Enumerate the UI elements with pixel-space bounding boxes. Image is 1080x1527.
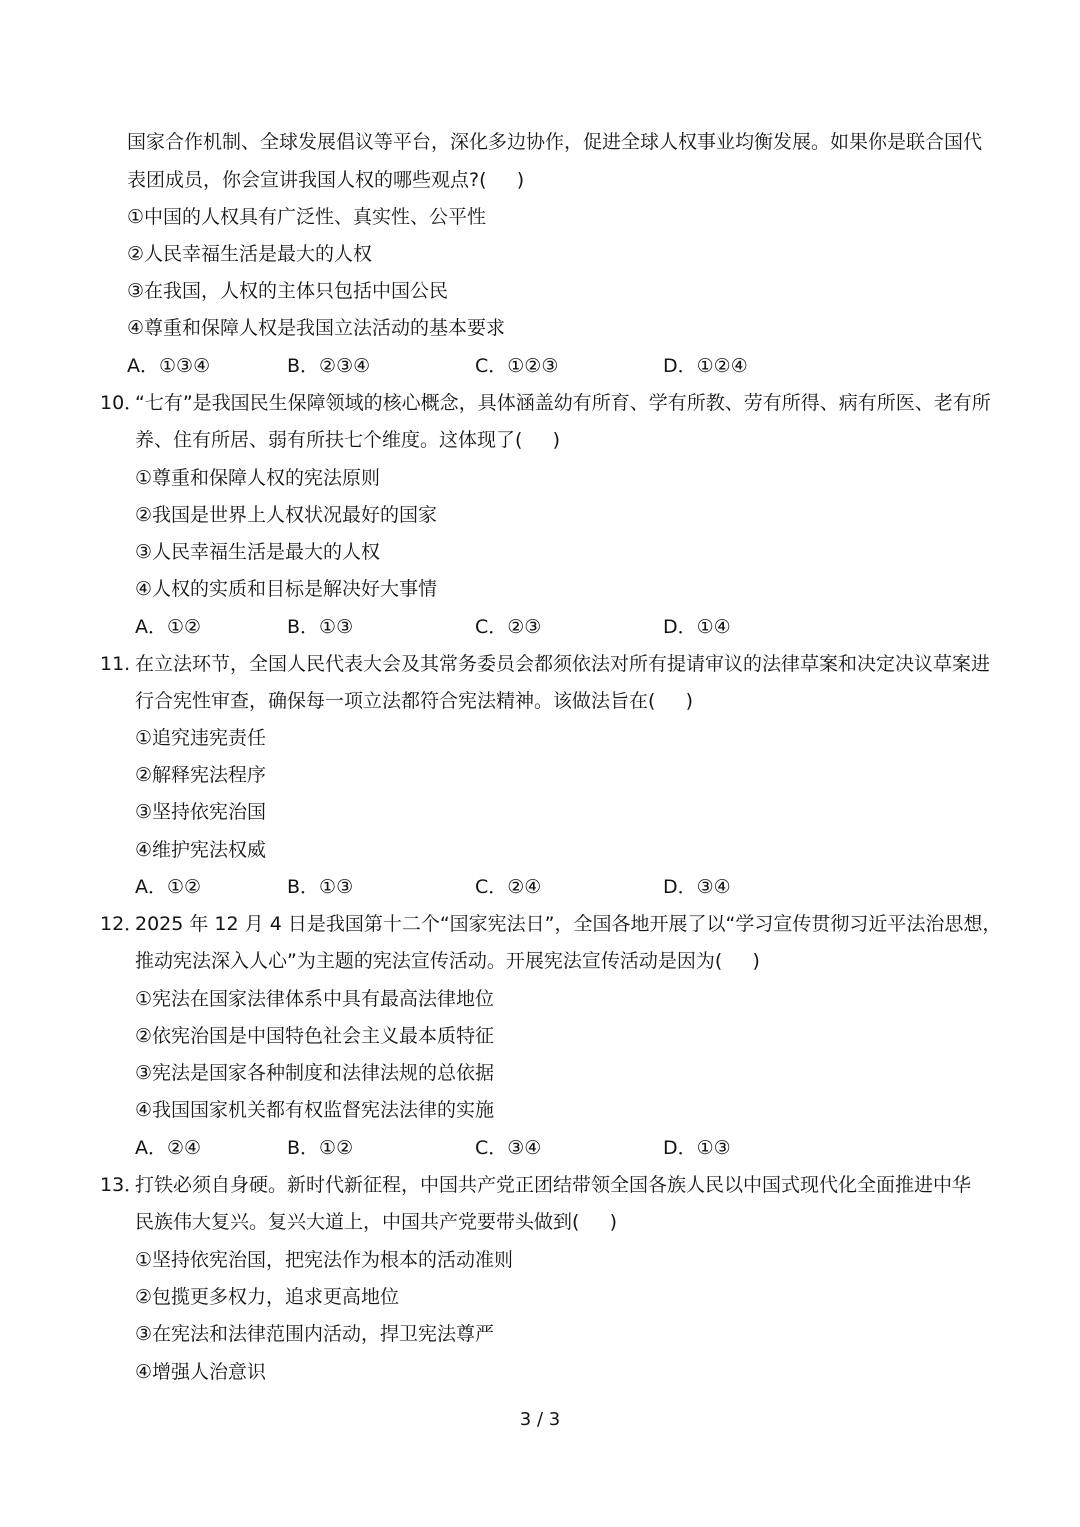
option-c: C．②④ [475, 876, 542, 898]
question-text-line: 推动宪法深入人心”为主题的宪法宣传活动。开展宪法宣传活动是因为( ) [135, 950, 760, 972]
choice-statement: ③在我国，人权的主体只包括中国公民 [127, 280, 449, 302]
option-d: D．①③ [663, 1137, 731, 1159]
page-number: 3 / 3 [519, 1409, 561, 1430]
question-text-line: 打铁必须自身硬。新时代新征程，中国共产党正团结带领全国各族人民以中国式现代化全面推进中华 [135, 1174, 972, 1196]
choice-statement: ③坚持依宪治国 [135, 801, 267, 823]
choice-statement: ①追究违宪责任 [135, 727, 267, 749]
choice-statement: ④尊重和保障人权是我国立法活动的基本要求 [127, 317, 506, 339]
choice-statement: ①宪法在国家法律体系中具有最高法律地位 [135, 988, 495, 1010]
choice-statement: ②人民幸福生活是最大的人权 [127, 243, 373, 265]
option-d: D．①②④ [663, 355, 748, 377]
option-d: D．①④ [663, 616, 731, 638]
option-b: B．②③④ [287, 355, 371, 377]
question-number: 11. [100, 653, 131, 675]
choice-statement: ①中国的人权具有广泛性、真实性、公平性 [127, 206, 487, 228]
choice-statement: ④人权的实质和目标是解决好大事情 [135, 578, 438, 600]
option-b: B．①② [287, 1137, 354, 1159]
option-c: C．②③ [475, 616, 542, 638]
choice-statement: ④增强人治意识 [135, 1361, 267, 1383]
option-a: A．①② [135, 616, 202, 638]
option-c: C．③④ [475, 1137, 542, 1159]
question-text-line: 在立法环节，全国人民代表大会及其常务委员会都须依法对所有提请审议的法律草案和决定决议草案进 [135, 653, 991, 675]
choice-statement: ④维护宪法权威 [135, 839, 267, 861]
question-number: 12． [100, 913, 144, 935]
option-c: C．①②③ [475, 355, 559, 377]
question-text-line: 2025 年 12 月 4 日是我国第十二个“国家宪法日”，全国各地开展了以“学习宣传贯彻习近平法治思想， [135, 913, 1002, 935]
choice-statement: ②我国是世界上人权状况最好的国家 [135, 504, 438, 526]
question-number: 13． [100, 1174, 144, 1196]
choice-statement: ①尊重和保障人权的宪法原则 [135, 467, 381, 489]
option-a: A．①③④ [127, 355, 211, 377]
option-a: A．②④ [135, 1137, 202, 1159]
question-text-line: 表团成员，你会宣讲我国人权的哪些观点?( ) [127, 169, 525, 191]
choice-statement: ②包揽更多权力，追求更高地位 [135, 1286, 400, 1308]
option-b: B．①③ [287, 876, 354, 898]
question-text-line: 行合宪性审查，确保每一项立法都符合宪法精神。该做法旨在( ) [135, 690, 694, 712]
choice-statement: ②依宪治国是中国特色社会主义最本质特征 [135, 1025, 495, 1047]
option-a: A．①② [135, 876, 202, 898]
choice-statement: ③人民幸福生活是最大的人权 [135, 541, 381, 563]
option-d: D．③④ [663, 876, 731, 898]
choice-statement: ①坚持依宪治国，把宪法作为根本的活动准则 [135, 1249, 514, 1271]
option-b: B．①③ [287, 616, 354, 638]
question-text-line: 国家合作机制、全球发展倡议等平台，深化多边协作，促进全球人权事业均衡发展。如果你是联合国代 [127, 131, 983, 153]
question-text-line: “七有”是我国民生保障领域的核心概念，具体涵盖幼有所育、学有所教、劳有所得、病有所医、老有所 [135, 392, 991, 414]
question-number: 10． [100, 392, 144, 414]
choice-statement: ②解释宪法程序 [135, 764, 267, 786]
choice-statement: ④我国国家机关都有权监督宪法法律的实施 [135, 1099, 495, 1121]
question-text-line: 民族伟大复兴。复兴大道上，中国共产党要带头做到( ) [135, 1211, 618, 1233]
question-text-line: 养、住有所居、弱有所扶七个维度。这体现了( ) [135, 429, 561, 451]
choice-statement: ③在宪法和法律范围内活动，捍卫宪法尊严 [135, 1323, 495, 1345]
choice-statement: ③宪法是国家各种制度和法律法规的总依据 [135, 1062, 495, 1084]
